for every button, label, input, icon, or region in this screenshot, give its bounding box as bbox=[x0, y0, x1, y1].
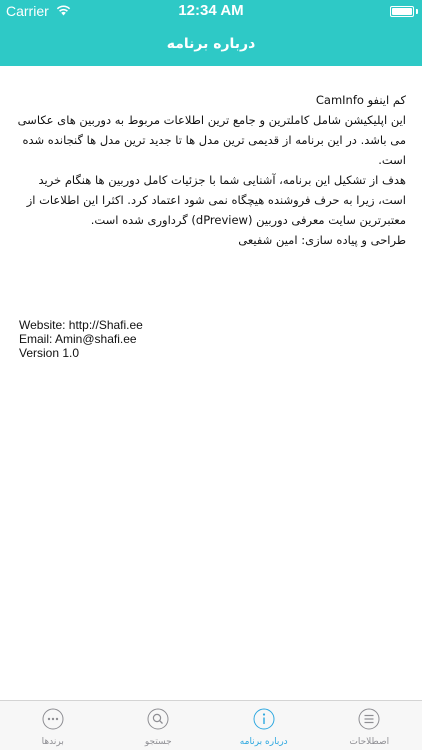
about-content bbox=[0, 66, 422, 700]
search-icon bbox=[147, 708, 169, 730]
tab-search-label: جستجو bbox=[144, 737, 172, 747]
battery-icon bbox=[390, 6, 414, 17]
page-title: درباره برنامه bbox=[166, 36, 256, 52]
about-app-name: کم اینفو CamInfo bbox=[315, 93, 406, 107]
about-text bbox=[16, 90, 406, 250]
tab-terms-label: اصطلاحات bbox=[349, 737, 390, 747]
carrier-label: Carrier bbox=[6, 3, 49, 19]
tab-about[interactable] bbox=[211, 701, 317, 750]
tab-terms[interactable] bbox=[317, 701, 422, 750]
version-label: Version 1.0 bbox=[19, 346, 80, 360]
list-icon bbox=[358, 708, 380, 730]
tab-bar bbox=[0, 700, 422, 750]
tab-search[interactable] bbox=[106, 701, 212, 750]
navigation-header bbox=[0, 0, 422, 66]
tab-about-label: درباره برنامه bbox=[239, 737, 288, 747]
website-link[interactable]: Website: http://Shafi.ee bbox=[19, 318, 143, 332]
battery-level bbox=[392, 8, 412, 15]
tab-brands[interactable] bbox=[0, 701, 106, 750]
status-time: 12:34 AM bbox=[178, 2, 244, 19]
more-icon bbox=[42, 708, 64, 730]
email-link[interactable]: Email: Amin@shafi.ee bbox=[19, 332, 137, 346]
about-purpose: هدف از تشکیل این برنامه، آشنایی شما با جزئیات کامل دوربین ها هنگام خرید است، زیرا به حرف فروشنده هیچگاه نمی شود اعتماد کرد. اکثرا این اطلاعات از معتبرترین سایت معرفی دوربین (dPreview) گرداوری شده است. bbox=[26, 173, 406, 227]
tab-brands-label: برندها bbox=[41, 737, 64, 747]
info-icon bbox=[253, 708, 275, 730]
battery-tip bbox=[416, 9, 418, 14]
status-bar bbox=[0, 0, 422, 22]
contact-info bbox=[19, 318, 143, 360]
about-description: این اپلیکیشن شامل کاملترین و جامع ترین اطلاعات مربوط به دوربین های عکاسی می باشد. در این برنامه از قدیمی ترین مدل ها تا جدید ترین مدل ها گنجانده شده است. bbox=[17, 113, 406, 167]
about-credits: طراحی و پیاده سازی: امین شفیعی bbox=[238, 233, 406, 247]
